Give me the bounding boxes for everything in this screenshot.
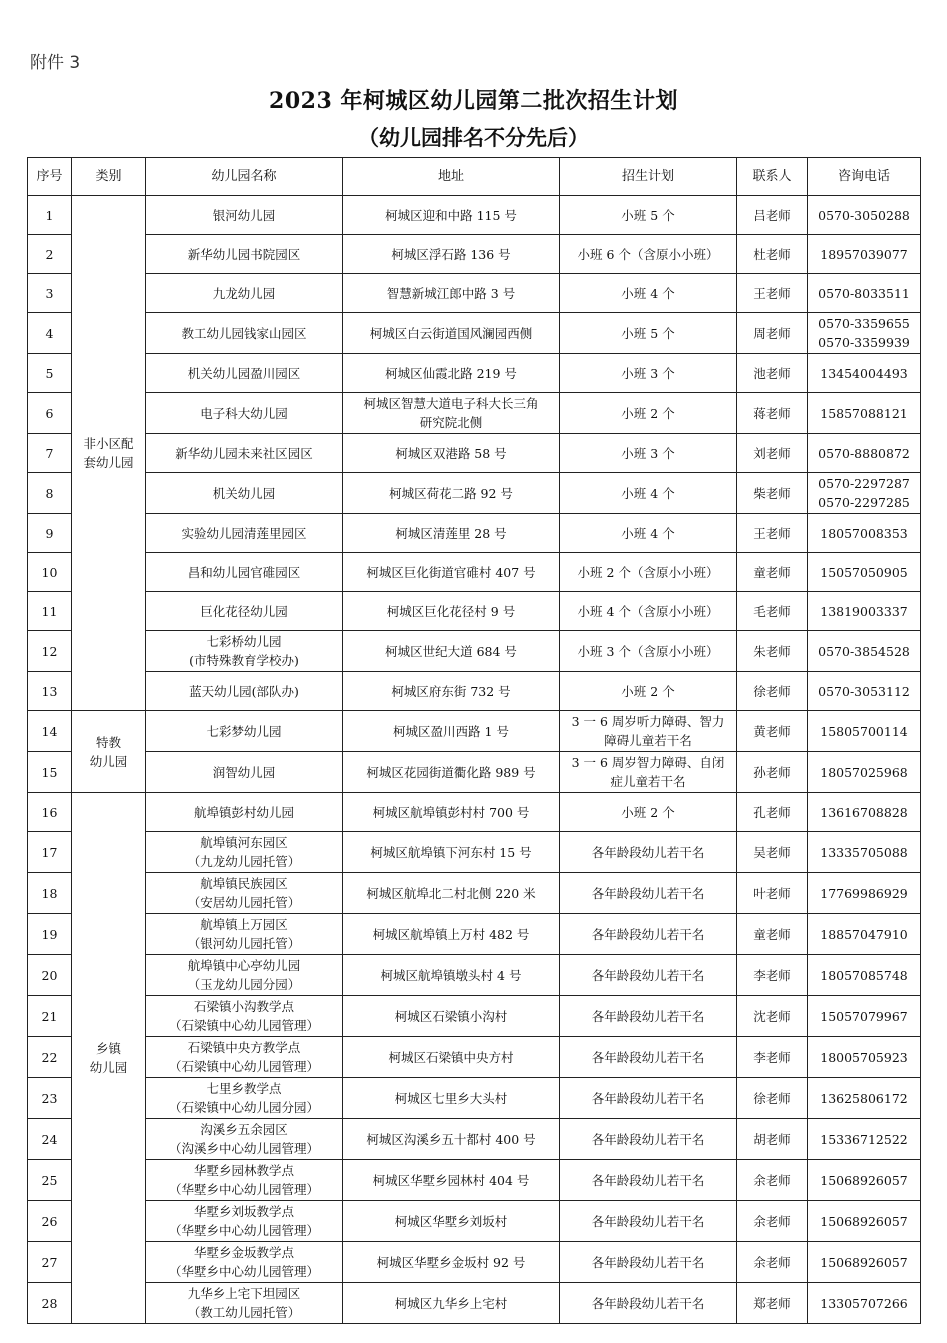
enrollment-plan-cell: 小班 4 个 xyxy=(560,274,737,313)
enrollment-plan-table xyxy=(27,157,921,1324)
enrollment-plan-cell: 各年龄段幼儿若干名 xyxy=(560,1119,737,1160)
table-row xyxy=(28,793,921,832)
row-no-cell: 10 xyxy=(28,553,72,592)
kindergarten-name-cell: 银河幼儿园 xyxy=(146,196,343,235)
row-no-cell: 12 xyxy=(28,631,72,672)
row-no-cell: 1 xyxy=(28,196,72,235)
contact-cell: 余老师 xyxy=(737,1201,808,1242)
table-row xyxy=(28,274,921,313)
contact-cell: 周老师 xyxy=(737,313,808,354)
phone-cell: 0570-8880872 xyxy=(808,434,921,473)
contact-cell: 余老师 xyxy=(737,1242,808,1283)
header-no: 序号 xyxy=(28,158,72,196)
kindergarten-name-cell: 实验幼儿园清莲里园区 xyxy=(146,514,343,553)
contact-cell: 李老师 xyxy=(737,955,808,996)
header-category: 类别 xyxy=(72,158,146,196)
row-no-cell: 22 xyxy=(28,1037,72,1078)
kindergarten-name-cell: 华墅乡刘坂教学点 （华墅乡中心幼儿园管理） xyxy=(146,1201,343,1242)
kindergarten-name-cell: 石梁镇小沟教学点 （石梁镇中心幼儿园管理） xyxy=(146,996,343,1037)
phone-cell: 0570-3854528 xyxy=(808,631,921,672)
enrollment-plan-cell: 各年龄段幼儿若干名 xyxy=(560,996,737,1037)
row-no-cell: 18 xyxy=(28,873,72,914)
kindergarten-name-cell: 新华幼儿园未来社区园区 xyxy=(146,434,343,473)
kindergarten-name-cell: 航埠镇中心亭幼儿园 （玉龙幼儿园分园） xyxy=(146,955,343,996)
phone-cell: 0570-8033511 xyxy=(808,274,921,313)
address-cell: 柯城区迎和中路 115 号 xyxy=(343,196,560,235)
header-contact: 联系人 xyxy=(737,158,808,196)
enrollment-plan-cell: 各年龄段幼儿若干名 xyxy=(560,873,737,914)
contact-cell: 柴老师 xyxy=(737,473,808,514)
kindergarten-name-cell: 机关幼儿园 xyxy=(146,473,343,514)
contact-cell: 池老师 xyxy=(737,354,808,393)
category-cell: 特教 幼儿园 xyxy=(72,711,146,793)
contact-cell: 毛老师 xyxy=(737,592,808,631)
enrollment-plan-cell: 小班 2 个 xyxy=(560,393,737,434)
row-no-cell: 27 xyxy=(28,1242,72,1283)
enrollment-plan-cell: 小班 2 个（含原小小班） xyxy=(560,553,737,592)
attachment-label: 附件 3 xyxy=(30,53,81,73)
category-cell: 乡镇 幼儿园 xyxy=(72,793,146,1324)
table-row xyxy=(28,711,921,752)
phone-cell: 15068926057 xyxy=(808,1160,921,1201)
kindergarten-name-cell: 航埠镇民族园区 （安居幼儿园托管） xyxy=(146,873,343,914)
address-cell: 柯城区航埠镇彭村村 700 号 xyxy=(343,793,560,832)
phone-cell: 18005705923 xyxy=(808,1037,921,1078)
enrollment-plan-cell: 各年龄段幼儿若干名 xyxy=(560,1078,737,1119)
table-row xyxy=(28,1119,921,1160)
row-no-cell: 13 xyxy=(28,672,72,711)
address-cell: 柯城区航埠镇上万村 482 号 xyxy=(343,914,560,955)
enrollment-plan-cell: 小班 3 个（含原小小班） xyxy=(560,631,737,672)
kindergarten-name-cell: 七彩桥幼儿园 (市特殊教育学校办) xyxy=(146,631,343,672)
kindergarten-name-cell: 华墅乡园林教学点 （华墅乡中心幼儿园管理） xyxy=(146,1160,343,1201)
address-cell: 柯城区沟溪乡五十都村 400 号 xyxy=(343,1119,560,1160)
table-row xyxy=(28,996,921,1037)
enrollment-plan-cell: 小班 4 个 xyxy=(560,473,737,514)
header-phone: 咨询电话 xyxy=(808,158,921,196)
phone-cell: 17769986929 xyxy=(808,873,921,914)
kindergarten-name-cell: 石梁镇中央方教学点 （石梁镇中心幼儿园管理） xyxy=(146,1037,343,1078)
enrollment-plan-cell: 各年龄段幼儿若干名 xyxy=(560,1037,737,1078)
contact-cell: 童老师 xyxy=(737,553,808,592)
row-no-cell: 16 xyxy=(28,793,72,832)
enrollment-plan-cell: 小班 4 个 xyxy=(560,514,737,553)
kindergarten-name-cell: 昌和幼儿园官碓园区 xyxy=(146,553,343,592)
address-cell: 柯城区浮石路 136 号 xyxy=(343,235,560,274)
row-no-cell: 14 xyxy=(28,711,72,752)
enrollment-plan-cell: 各年龄段幼儿若干名 xyxy=(560,914,737,955)
row-no-cell: 5 xyxy=(28,354,72,393)
contact-cell: 叶老师 xyxy=(737,873,808,914)
address-cell: 柯城区清莲里 28 号 xyxy=(343,514,560,553)
kindergarten-name-cell: 航埠镇上万园区 （银河幼儿园托管） xyxy=(146,914,343,955)
address-cell: 柯城区世纪大道 684 号 xyxy=(343,631,560,672)
row-no-cell: 19 xyxy=(28,914,72,955)
row-no-cell: 11 xyxy=(28,592,72,631)
contact-cell: 王老师 xyxy=(737,514,808,553)
phone-cell: 0570-3050288 xyxy=(808,196,921,235)
table-row xyxy=(28,752,921,793)
contact-cell: 沈老师 xyxy=(737,996,808,1037)
phone-cell: 18057008353 xyxy=(808,514,921,553)
row-no-cell: 21 xyxy=(28,996,72,1037)
contact-cell: 孙老师 xyxy=(737,752,808,793)
table-row xyxy=(28,434,921,473)
row-no-cell: 6 xyxy=(28,393,72,434)
enrollment-plan-cell: 小班 2 个 xyxy=(560,793,737,832)
kindergarten-name-cell: 华墅乡金坂教学点 （华墅乡中心幼儿园管理） xyxy=(146,1242,343,1283)
row-no-cell: 26 xyxy=(28,1201,72,1242)
enrollment-plan-cell: 小班 6 个（含原小小班） xyxy=(560,235,737,274)
phone-cell: 13819003337 xyxy=(808,592,921,631)
table-row xyxy=(28,832,921,873)
enrollment-plan-cell: 各年龄段幼儿若干名 xyxy=(560,1201,737,1242)
enrollment-plan-cell: 小班 3 个 xyxy=(560,354,737,393)
phone-cell: 0570-3359655 0570-3359939 xyxy=(808,313,921,354)
header-plan: 招生计划 xyxy=(560,158,737,196)
address-cell: 柯城区石梁镇小沟村 xyxy=(343,996,560,1037)
contact-cell: 蒋老师 xyxy=(737,393,808,434)
kindergarten-name-cell: 九龙幼儿园 xyxy=(146,274,343,313)
enrollment-plan-cell: 3 一 6 周岁智力障碍、自闭 症儿童若干名 xyxy=(560,752,737,793)
table-row xyxy=(28,514,921,553)
phone-cell: 15057050905 xyxy=(808,553,921,592)
table-row xyxy=(28,955,921,996)
kindergarten-name-cell: 蓝天幼儿园(部队办) xyxy=(146,672,343,711)
table-row xyxy=(28,473,921,514)
enrollment-plan-cell: 各年龄段幼儿若干名 xyxy=(560,1283,737,1324)
table-row xyxy=(28,592,921,631)
address-cell: 柯城区智慧大道电子科大长三角 研究院北侧 xyxy=(343,393,560,434)
row-no-cell: 3 xyxy=(28,274,72,313)
phone-cell: 15336712522 xyxy=(808,1119,921,1160)
row-no-cell: 8 xyxy=(28,473,72,514)
phone-cell: 13305707266 xyxy=(808,1283,921,1324)
phone-cell: 15068926057 xyxy=(808,1242,921,1283)
contact-cell: 徐老师 xyxy=(737,1078,808,1119)
table-row xyxy=(28,1037,921,1078)
contact-cell: 黄老师 xyxy=(737,711,808,752)
table-row xyxy=(28,1283,921,1324)
contact-cell: 李老师 xyxy=(737,1037,808,1078)
address-cell: 柯城区航埠镇墩头村 4 号 xyxy=(343,955,560,996)
address-cell: 柯城区航埠镇下河东村 15 号 xyxy=(343,832,560,873)
row-no-cell: 2 xyxy=(28,235,72,274)
kindergarten-name-cell: 七里乡教学点 （石梁镇中心幼儿园分园） xyxy=(146,1078,343,1119)
contact-cell: 余老师 xyxy=(737,1160,808,1201)
row-no-cell: 9 xyxy=(28,514,72,553)
phone-cell: 18957039077 xyxy=(808,235,921,274)
table-row xyxy=(28,354,921,393)
address-cell: 柯城区花园街道衢化路 989 号 xyxy=(343,752,560,793)
contact-cell: 童老师 xyxy=(737,914,808,955)
table-row xyxy=(28,1078,921,1119)
row-no-cell: 20 xyxy=(28,955,72,996)
phone-cell: 13616708828 xyxy=(808,793,921,832)
table-row xyxy=(28,631,921,672)
table-row xyxy=(28,672,921,711)
table-row xyxy=(28,914,921,955)
row-no-cell: 15 xyxy=(28,752,72,793)
kindergarten-name-cell: 润智幼儿园 xyxy=(146,752,343,793)
kindergarten-name-cell: 航埠镇彭村幼儿园 xyxy=(146,793,343,832)
contact-cell: 吕老师 xyxy=(737,196,808,235)
phone-cell: 18857047910 xyxy=(808,914,921,955)
row-no-cell: 28 xyxy=(28,1283,72,1324)
enrollment-plan-cell: 小班 5 个 xyxy=(560,196,737,235)
contact-cell: 朱老师 xyxy=(737,631,808,672)
header-name: 幼儿园名称 xyxy=(146,158,343,196)
address-cell: 柯城区航埠北二村北侧 220 米 xyxy=(343,873,560,914)
row-no-cell: 23 xyxy=(28,1078,72,1119)
table-row xyxy=(28,235,921,274)
address-cell: 柯城区巨化街道官碓村 407 号 xyxy=(343,553,560,592)
category-cell: 非小区配 套幼儿园 xyxy=(72,196,146,711)
phone-cell: 15805700114 xyxy=(808,711,921,752)
address-cell: 柯城区华墅乡刘坂村 xyxy=(343,1201,560,1242)
address-cell: 柯城区石梁镇中央方村 xyxy=(343,1037,560,1078)
address-cell: 柯城区白云街道国风澜园西侧 xyxy=(343,313,560,354)
kindergarten-name-cell: 教工幼儿园钱家山园区 xyxy=(146,313,343,354)
enrollment-plan-cell: 3 一 6 周岁听力障碍、智力 障碍儿童若干名 xyxy=(560,711,737,752)
phone-cell: 15857088121 xyxy=(808,393,921,434)
address-cell: 柯城区七里乡大头村 xyxy=(343,1078,560,1119)
enrollment-plan-cell: 各年龄段幼儿若干名 xyxy=(560,955,737,996)
table-row xyxy=(28,553,921,592)
phone-cell: 0570-2297287 0570-2297285 xyxy=(808,473,921,514)
enrollment-plan-cell: 小班 3 个 xyxy=(560,434,737,473)
row-no-cell: 17 xyxy=(28,832,72,873)
header-address: 地址 xyxy=(343,158,560,196)
table-row xyxy=(28,196,921,235)
address-cell: 柯城区巨化花径村 9 号 xyxy=(343,592,560,631)
enrollment-plan-cell: 小班 5 个 xyxy=(560,313,737,354)
contact-cell: 吴老师 xyxy=(737,832,808,873)
row-no-cell: 7 xyxy=(28,434,72,473)
enrollment-plan-cell: 各年龄段幼儿若干名 xyxy=(560,1160,737,1201)
contact-cell: 王老师 xyxy=(737,274,808,313)
phone-cell: 15068926057 xyxy=(808,1201,921,1242)
address-cell: 柯城区双港路 58 号 xyxy=(343,434,560,473)
phone-cell: 13335705088 xyxy=(808,832,921,873)
phone-cell: 15057079967 xyxy=(808,996,921,1037)
row-no-cell: 24 xyxy=(28,1119,72,1160)
address-cell: 智慧新城江郎中路 3 号 xyxy=(343,274,560,313)
table-row xyxy=(28,1160,921,1201)
page-subtitle: （幼儿园排名不分先后） xyxy=(358,125,589,150)
kindergarten-name-cell: 航埠镇河东园区 （九龙幼儿园托管） xyxy=(146,832,343,873)
contact-cell: 郑老师 xyxy=(737,1283,808,1324)
table-row xyxy=(28,1242,921,1283)
address-cell: 柯城区华墅乡金坂村 92 号 xyxy=(343,1242,560,1283)
enrollment-plan-cell: 小班 2 个 xyxy=(560,672,737,711)
table-row xyxy=(28,1201,921,1242)
kindergarten-name-cell: 新华幼儿园书院园区 xyxy=(146,235,343,274)
table-row xyxy=(28,313,921,354)
contact-cell: 孔老师 xyxy=(737,793,808,832)
address-cell: 柯城区府东街 732 号 xyxy=(343,672,560,711)
kindergarten-name-cell: 沟溪乡五余园区 （沟溪乡中心幼儿园管理） xyxy=(146,1119,343,1160)
contact-cell: 杜老师 xyxy=(737,235,808,274)
phone-cell: 13454004493 xyxy=(808,354,921,393)
contact-cell: 徐老师 xyxy=(737,672,808,711)
table-row xyxy=(28,873,921,914)
kindergarten-name-cell: 巨化花径幼儿园 xyxy=(146,592,343,631)
row-no-cell: 25 xyxy=(28,1160,72,1201)
enrollment-plan-cell: 各年龄段幼儿若干名 xyxy=(560,832,737,873)
kindergarten-name-cell: 七彩梦幼儿园 xyxy=(146,711,343,752)
contact-cell: 胡老师 xyxy=(737,1119,808,1160)
address-cell: 柯城区华墅乡园林村 404 号 xyxy=(343,1160,560,1201)
address-cell: 柯城区荷花二路 92 号 xyxy=(343,473,560,514)
enrollment-plan-cell: 小班 4 个（含原小小班） xyxy=(560,592,737,631)
address-cell: 柯城区盈川西路 1 号 xyxy=(343,711,560,752)
table-row xyxy=(28,393,921,434)
table-header-row xyxy=(28,158,921,196)
phone-cell: 18057085748 xyxy=(808,955,921,996)
phone-cell: 18057025968 xyxy=(808,752,921,793)
phone-cell: 13625806172 xyxy=(808,1078,921,1119)
address-cell: 柯城区仙霞北路 219 号 xyxy=(343,354,560,393)
phone-cell: 0570-3053112 xyxy=(808,672,921,711)
page-title: 2023 年柯城区幼儿园第二批次招生计划 xyxy=(269,88,678,114)
row-no-cell: 4 xyxy=(28,313,72,354)
kindergarten-name-cell: 九华乡上宅下坦园区 （教工幼儿园托管） xyxy=(146,1283,343,1324)
kindergarten-name-cell: 机关幼儿园盈川园区 xyxy=(146,354,343,393)
address-cell: 柯城区九华乡上宅村 xyxy=(343,1283,560,1324)
enrollment-plan-cell: 各年龄段幼儿若干名 xyxy=(560,1242,737,1283)
contact-cell: 刘老师 xyxy=(737,434,808,473)
kindergarten-name-cell: 电子科大幼儿园 xyxy=(146,393,343,434)
